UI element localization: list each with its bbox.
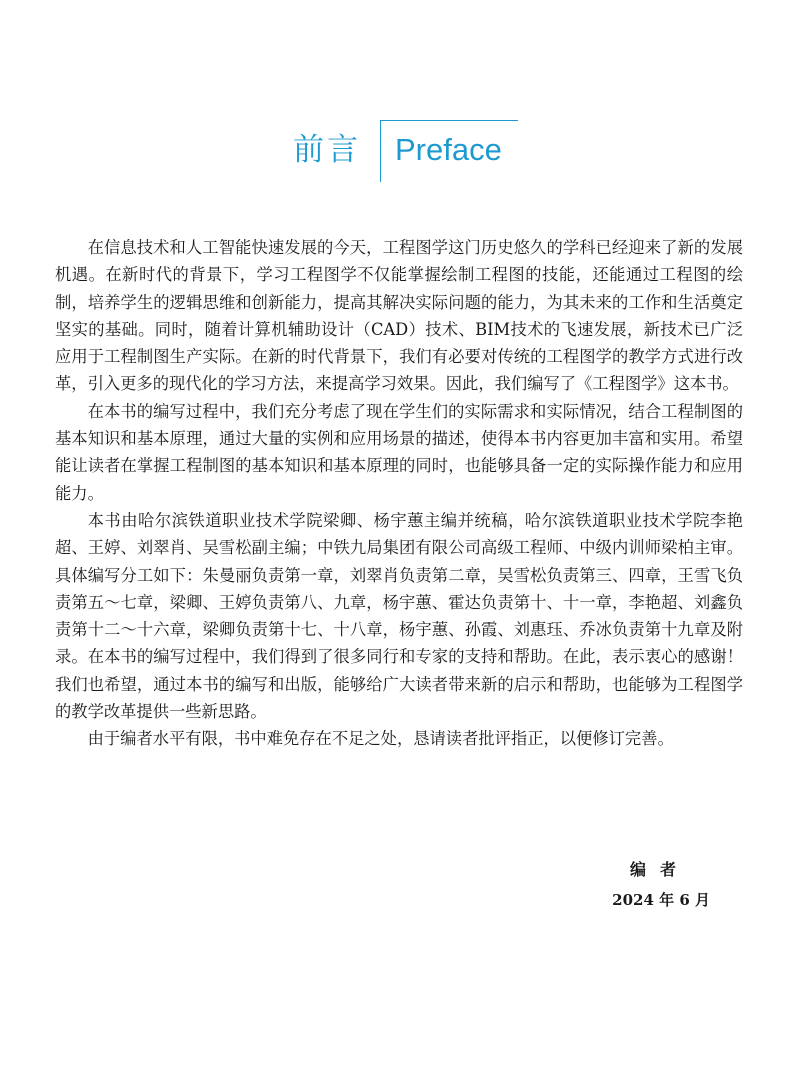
paragraph-4: 由于编者水平有限，书中难免存在不足之处，恳请读者批评指正，以便修订完善。 bbox=[87, 729, 674, 749]
title-top-rule bbox=[380, 120, 518, 121]
preface-body bbox=[55, 234, 743, 753]
title-divider bbox=[380, 120, 381, 182]
paragraph-3: 本书由哈尔滨铁道职业技术学院梁卿、杨宇蕙主编并统稿，哈尔滨铁道职业技术学院李艳超、王婷、刘翠肖、吴雪松副主编；中铁九局集团有限公司高级工程师、中级内训师梁柏主审。具体编写分工如下：朱曼丽负责第一章，刘翠肖负责第二章，吴雪松负责第三、四章，王雪飞负责第五～七章，梁卿、王婷负责第八、九章，杨宇蕙、霍达负责第十、十一章，李艳超、刘鑫负责第十二～十六章，梁卿负责第十七、十八章，杨宇蕙、孙霞、刘惠珏、乔冰负责第十九章及附录。在本书的编写过程中，我们得到了很多同行和专家的支持和帮助。在此，表示衷心的感谢！我们也希望，通过本书的编写和出版，能够给广大读者带来新的启示和帮助，也能够为工程图学的教学改革提供一些新思路。 bbox=[55, 510, 743, 722]
signature-date: 2024 年 6 月 bbox=[612, 891, 710, 909]
preface-title-block bbox=[0, 120, 790, 182]
title-chinese: 前言 bbox=[293, 132, 361, 168]
paragraph-2: 在本书的编写过程中，我们充分考虑了现在学生们的实际需求和实际情况，结合工程制图的基本知识和基本原理，通过大量的实例和应用场景的描述，使得本书内容更加丰富和实用。希望能让读者在掌握工程制图的基本知识和基本原理的同时，也能够具备一定的实际操作能力和应用能力。 bbox=[55, 401, 743, 503]
title-english: Preface bbox=[395, 132, 502, 167]
signature-block bbox=[612, 855, 710, 915]
paragraph-1: 在信息技术和人工智能快速发展的今天，工程图学这门历史悠久的学科已经迎来了新的发展机遇。在新时代的背景下，学习工程图学不仅能掌握绘制工程图的技能，还能通过工程图的绘制，培养学生的逻辑思维和创新能力，提高其解决实际问题的能力，为其未来的工作和生活奠定坚实的基础。同时，随着计算机辅助设计（CAD）技术、BIM技术的飞速发展，新技术已广泛应用于工程制图生产实际。在新的时代背景下，我们有必要对传统的工程图学的教学方式进行改革，引入更多的现代化的学习方法，来提高学习效果。因此，我们编写了《工程图学》这本书。 bbox=[55, 238, 743, 394]
signature-author: 编者 bbox=[629, 860, 690, 879]
